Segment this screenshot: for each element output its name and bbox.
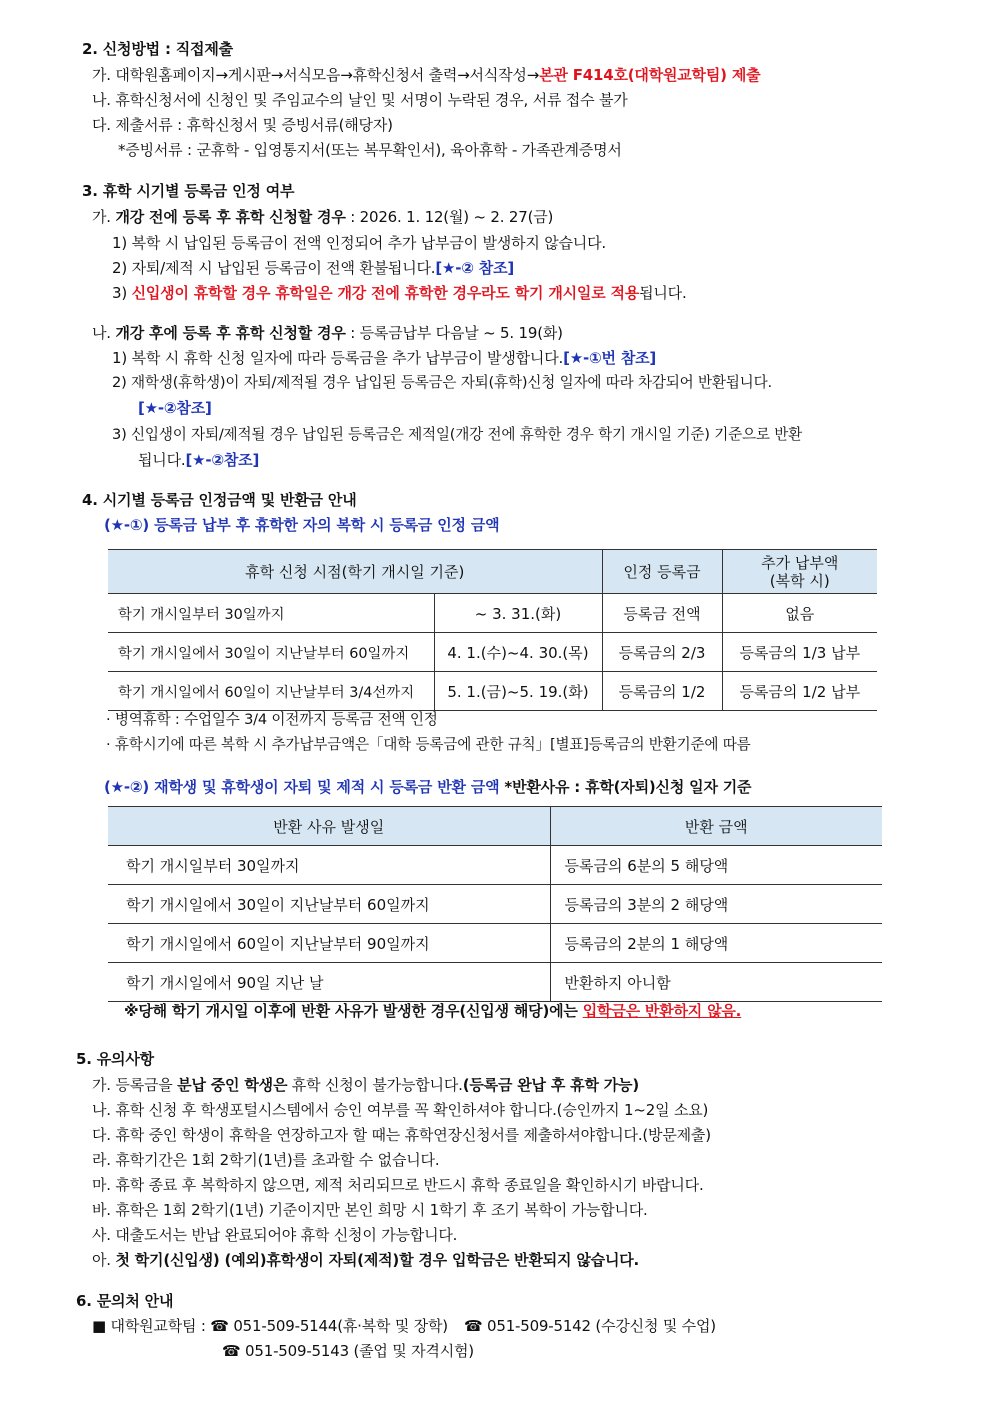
table-cell: 학기 개시일에서 90일 지난 날 [108,963,550,1002]
table-cell: ~ 3. 31.(화) [434,594,602,633]
table-cell: 등록금의 1/2 납부 [722,672,877,711]
s5-item-ma: 마. 휴학 종료 후 복학하지 않으면, 제적 처리되므로 반드시 휴학 종료일을 확인하시기 바랍니다. [92,1176,704,1194]
table-2-note-highlight: 입학금은 반환하지 않음. [582,1002,742,1020]
s3-ga-2 [112,257,514,279]
s2-ga-text: 가. 대학원홈페이지→게시판→서식모음→휴학신청서 출력→서식작성→ [92,66,540,84]
table-2-header: 반환 사유 발생일 [108,807,550,846]
table-1-note-2: · 휴학시기에 따른 복학 시 추가납부금액은「대학 등록금에 관한 규칙」[별표]등록금의 반환기준에 따름 [106,736,751,753]
table-cell: 등록금의 1/3 납부 [722,633,877,672]
table-1-header-line: (복학 시) [769,571,830,590]
table-cell: 등록금의 2/3 [602,633,722,672]
table-2-note-text: ※당해 학기 개시일 이후에 반환 사유가 발생한 경우(신입생 해당)에는 [124,1002,583,1020]
s5-item-ra: 라. 휴학기간은 1회 2학기(1년)를 초과할 수 없습니다. [92,1151,440,1169]
s3-ga-3 [112,282,687,304]
s3-na-1-ref: [★-①번 참조] [563,349,657,367]
table-2-title [104,776,751,798]
s3-na-1 [112,347,656,369]
s5-ga-text: 가. 등록금을 [92,1076,178,1094]
table-cell: 등록금의 1/2 [602,672,722,711]
s3-ga-period: : 2026. 1. 12(월) ~ 2. 27(금) [345,208,554,226]
contact-line-1 [92,1315,716,1337]
table-cell: 반환하지 아니함 [550,963,882,1002]
table-row [108,633,877,672]
s5-item-da: 다. 휴학 중인 학생이 휴학을 연장하고자 할 때는 휴학연장신청서를 제출하셔야합니다.(방문제출) [92,1126,711,1144]
s5-ga-bold: 분납 중인 학생은 [177,1076,288,1094]
table-2-header: 반환 금액 [550,807,882,846]
s2-item-ga [92,64,760,86]
table-row [108,885,882,924]
table-cell: 등록금의 2분의 1 해당액 [550,924,882,963]
table-2-note [124,1000,741,1022]
section-2-title: 2. 신청방법 : 직접제출 [82,40,233,58]
table-cell: 학기 개시일에서 30일이 지난날부터 60일까지 [108,633,434,672]
s2-ga-office: 본관 F414호(대학원교학팀) 제출 [539,66,761,84]
table-2-header-row [108,807,882,846]
section-3-title: 3. 휴학 시기별 등록금 인정 여부 [82,182,295,200]
table-cell: 학기 개시일에서 30일이 지난날부터 60일까지 [108,885,550,924]
s3-ga-3-end: 됩니다. [639,284,687,302]
s3-na-3-cont [138,449,259,471]
s3-na-2-ref: [★-②참조] [138,399,212,417]
contact-phone-leave: ☎ 051-509-5144(휴·복학 및 장학) [210,1317,448,1335]
contact-phone-graduation: ☎ 051-509-5143 (졸업 및 자격시험) [222,1342,474,1360]
table-row [108,846,882,885]
s3-na-label: 개강 후에 등록 후 휴학 신청할 경우 [115,324,346,342]
s5-item-ba: 바. 휴학은 1회 2학기(1년) 기준이지만 본인 희망 시 1학기 후 조기 복학이 가능합니다. [92,1201,648,1219]
table-cell: 등록금의 6분의 5 해당액 [550,846,882,885]
s5-item-sa: 사. 대출도서는 반납 완료되어야 휴학 신청이 가능합니다. [92,1226,458,1244]
s3-item-ga [92,206,553,228]
section-4-title: 4. 시기별 등록금 인정금액 및 반환금 안내 [82,491,357,509]
s5-a-prefix: 아. [92,1251,116,1269]
table-2 [108,806,882,1002]
s3-ga-3-num: 3) [112,284,132,302]
s2-evidence-note: *증빙서류 : 군휴학 - 입영통지서(또는 복무확인서), 육아휴학 - 가족관계증명서 [118,141,622,159]
s3-ga-1: 1) 복학 시 납입된 등록금이 전액 인정되어 추가 납부금이 발생하지 않습니다. [112,234,606,252]
s5-item-a [92,1249,639,1271]
table-1-header: 인정 등록금 [602,550,722,594]
table-1-note-1: · 병역휴학 : 수업일수 3/4 이전까지 등록금 전액 인정 [106,711,438,728]
table-row [108,594,877,633]
s3-na-1-text: 1) 복학 시 휴학 신청 일자에 따라 등록금을 추가 납부금이 발생합니다. [112,349,564,367]
contact-phone-course: ☎ 051-509-5142 (수강신청 및 수업) [463,1317,716,1335]
table-cell: 등록금 전액 [602,594,722,633]
s2-item-da: 다. 제출서류 : 휴학신청서 및 증빙서류(해당자) [92,116,393,134]
table-cell: 등록금의 3분의 2 해당액 [550,885,882,924]
table-2-title-basis: *반환사유 : 휴학(자퇴)신청 일자 기준 [499,778,752,796]
s3-ga-3-highlight: 신입생이 휴학할 경우 휴학일은 개강 전에 휴학한 경우라도 학기 개시일로 적용 [131,284,640,302]
s3-ga-2-text: 2) 자퇴/제적 시 납입된 등록금이 전액 환불됩니다. [112,259,436,277]
s3-na-period: : 등록금납부 다음날 ~ 5. 19(화) [345,324,563,342]
table-cell: 학기 개시일부터 30일까지 [108,846,550,885]
table-cell: 4. 1.(수)~4. 30.(목) [434,633,602,672]
table-1-title: (★-①) 등록금 납부 후 휴학한 자의 복학 시 등록금 인정 금액 [104,516,500,534]
table-cell: 5. 1.(금)~5. 19.(화) [434,672,602,711]
s5-ga-text2: 휴학 신청이 불가능합니다. [287,1076,463,1094]
table-row [108,963,882,1002]
s3-ga-2-ref: [★-② 참조] [435,259,515,277]
s5-ga-bold2: (등록금 완납 후 휴학 가능) [462,1076,640,1094]
table-1-header-row [108,550,877,594]
table-row [108,672,877,711]
table-1-header: 휴학 신청 시점(학기 개시일 기준) [108,550,602,594]
s3-na-prefix: 나. [92,324,116,342]
s5-a-bold: 첫 학기(신입생) (예외)휴학생이 자퇴(제적)할 경우 입학금은 반환되지 않습니다. [115,1251,640,1269]
s3-na-3: 3) 신입생이 자퇴/제적될 경우 납입된 등록금은 제적일(개강 전에 휴학한 경우 학기 개시일 기준) 기준으로 반환 [112,426,803,443]
section-5-title: 5. 유의사항 [76,1050,154,1068]
table-cell: 학기 개시일부터 30일까지 [108,594,434,633]
table-1 [108,549,877,711]
s3-item-na [92,322,563,344]
s3-na-3-end: 됩니다. [138,451,186,469]
table-cell: 없음 [722,594,877,633]
s2-item-na: 나. 휴학신청서에 신청인 및 주임교수의 날인 및 서명이 누락된 경우, 서류 접수 불가 [92,91,628,109]
s3-na-2: 2) 재학생(휴학생)이 자퇴/제적될 경우 납입된 등록금은 자퇴(휴학)신청 일자에 따라 차감되어 반환됩니다. [112,374,772,391]
contact-team: ■ 대학원교학팀 : [92,1317,211,1335]
table-1-header-line: 추가 납부액 [761,553,839,572]
table-cell: 학기 개시일에서 60일이 지난날부터 90일까지 [108,924,550,963]
s3-ga-label: 개강 전에 등록 후 휴학 신청할 경우 [115,208,346,226]
section-6-title: 6. 문의처 안내 [76,1292,174,1310]
s3-na-3-ref: [★-②참조] [185,451,260,469]
table-1-header [722,550,877,594]
s5-item-ga [92,1074,639,1096]
table-row [108,924,882,963]
s5-item-na: 나. 휴학 신청 후 학생포털시스템에서 승인 여부를 꼭 확인하셔야 합니다.(승인까지 1~2일 소요) [92,1101,709,1119]
table-2-title-main: (★-②) 재학생 및 휴학생이 자퇴 및 제적 시 등록금 반환 금액 [104,778,500,796]
s3-ga-prefix: 가. [92,208,116,226]
table-cell: 학기 개시일에서 60일이 지난날부터 3/4선까지 [108,672,434,711]
